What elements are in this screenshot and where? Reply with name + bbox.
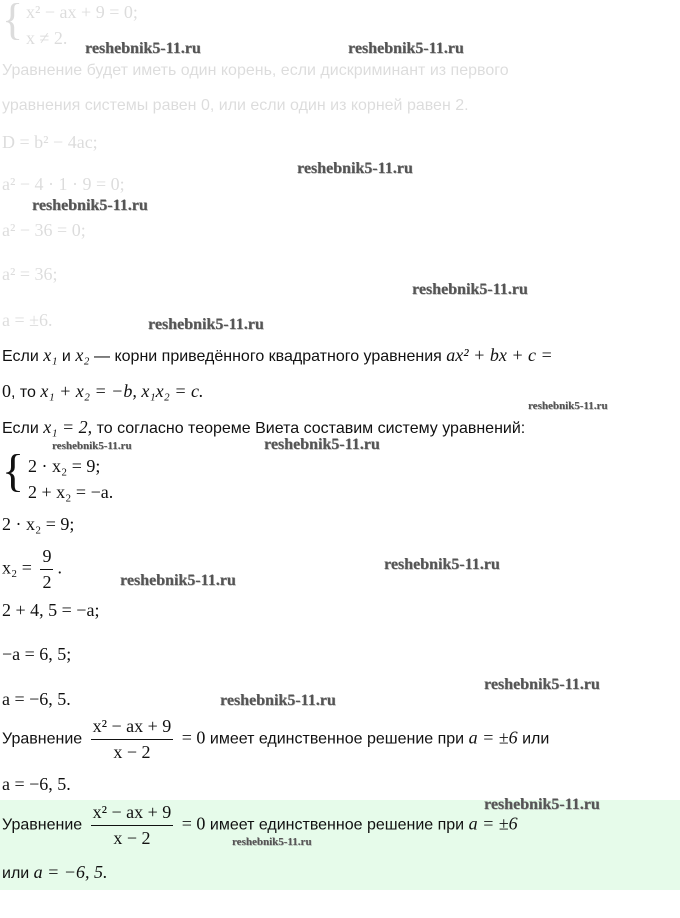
watermark-15: reshebnik5-11.ru <box>232 836 312 848</box>
faded-system-row-2: x ≠ 2. <box>26 28 68 48</box>
conclusion-fraction: $\frac{\text{x² − ax + 9}}{x - 2}$ <box>92 716 172 762</box>
watermark-8: reshebnik5-11.ru <box>52 440 132 452</box>
system-brace: { <box>2 0 24 44</box>
faded-equation-2: a² − 4 · 1 · 9 = 0; <box>2 174 125 194</box>
watermark-12: reshebnik5-11.ru <box>484 676 600 693</box>
system2-row-2: 2 + x₂ = −a. <box>28 482 114 502</box>
watermark-2: reshebnik5-11.ru <box>348 40 464 57</box>
watermark-6: reshebnik5-11.ru <box>148 316 264 333</box>
watermark-7: reshebnik5-11.ru <box>528 400 608 412</box>
faded-equation-3: a² − 36 = 0; <box>2 220 86 240</box>
faded-paragraph-line-1: Уравнение будет иметь один корень, если дискриминант из первого <box>2 62 509 79</box>
step-4: −a = 6, 5; <box>2 644 72 664</box>
watermark-13: reshebnik5-11.ru <box>220 692 336 709</box>
watermark-1: reshebnik5-11.ru <box>85 40 201 57</box>
watermark-9: reshebnik5-11.ru <box>264 436 380 453</box>
step-1: 2 · x₂ = 9; <box>2 514 75 534</box>
conclusion-line-2: a = −6, 5. <box>2 774 71 794</box>
answer-line-1: Уравнение $\frac{\text{x² − ax + 9}}{x - 2}$ = 0 имеет единственное решение при a = ±6 <box>2 802 518 848</box>
faded-equation-5: a = ±6. <box>2 310 53 330</box>
system2-row-1: 2 · x₂ = 9; <box>28 456 101 476</box>
answer-line-2: или a = −6, 5. <box>2 862 108 882</box>
answer-fraction: $\frac{\text{x² − ax + 9}}{x - 2}$ <box>92 802 172 848</box>
watermark-3: reshebnik5-11.ru <box>297 160 413 177</box>
vieta-line-2: 0, то x₁ + x₂ = −b, x₁x₂ = c. <box>2 381 204 401</box>
watermark-14: reshebnik5-11.ru <box>484 796 600 813</box>
conclusion-line-1: Уравнение $\frac{\text{x² − ax + 9}}{x - 2}$ = 0 имеет единственное решение при a = ±6 или <box>2 716 550 762</box>
if-line: Если x₁ = 2, то согласно теореме Виета составим систему уравнений: <box>2 417 526 437</box>
watermark-10: reshebnik5-11.ru <box>384 556 500 573</box>
faded-equation-4: a² = 36; <box>2 264 58 284</box>
faded-equation-1: D = b² − 4ac; <box>2 132 98 152</box>
watermark-5: reshebnik5-11.ru <box>412 281 528 298</box>
system2-brace: { <box>2 445 25 496</box>
step-3: 2 + 4, 5 = −a; <box>2 600 100 620</box>
faded-system-row-1: x² − ax + 9 = 0; <box>26 2 138 22</box>
watermark-11: reshebnik5-11.ru <box>120 572 236 589</box>
step-5: a = −6, 5. <box>2 689 71 709</box>
step-2: x₂ = $\frac{9}{2}$ . <box>2 546 62 592</box>
faded-paragraph-line-2: уравнения системы равен 0, или если один из корней равен 2. <box>2 97 469 114</box>
watermark-4: reshebnik5-11.ru <box>32 197 148 214</box>
fraction-9-over-2: $\frac{9}{2}$ <box>42 546 52 592</box>
vieta-line-1: Если x₁ и x₂ — корни приведённого квадратного уравнения ax² + bx + c = <box>2 345 553 365</box>
